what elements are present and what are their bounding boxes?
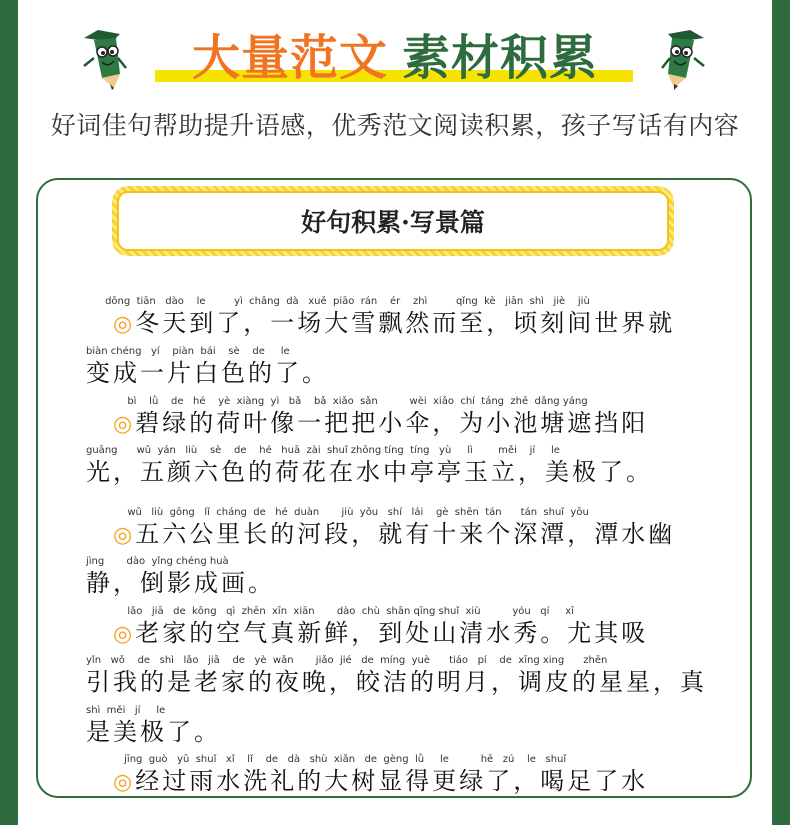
hanzi-row: ◎碧绿的荷叶像一把把小伞，为小池塘遮挡阳 — [113, 409, 649, 437]
title-part2: 素材积累 — [402, 30, 599, 86]
pinyin-row: biàn chéng yí piàn bái sè de le — [86, 346, 290, 357]
hanzi-row: 引我的是老家的夜晚，皎洁的明月，调皮的星星，真 — [86, 668, 707, 696]
pinyin-row: yǐn wǒ de shì lǎo jiā de yè wǎn jiǎo jié de míng yuè tiáo pí de xīng xing zhēn — [86, 655, 608, 666]
pinyin-row: jīng guò yǔ shuǐ xǐ lǐ de dà shù xiǎn de gèng lǜ le hē zú le shuǐ — [86, 754, 567, 765]
section-title: 好句积累·写景篇 — [117, 191, 669, 251]
bullseye-icon: ◎ — [113, 622, 136, 647]
hanzi-row: 是美极了。 — [86, 718, 221, 746]
pinyin-row: wǔ liù gōng lǐ cháng de hé duàn jiù yǒu shí lái gè shēn tán tán shuǐ yōu — [86, 507, 589, 518]
hanzi-row: 变成一片白色的了。 — [86, 359, 329, 387]
pinyin-row: dōng tiān dào le yì chǎng dà xuě piāo rán ér zhì qǐng kè jiān shì jiè jiù — [86, 296, 590, 307]
hanzi-row: ◎老家的空气真新鲜，到处山清水秀。尤其吸 — [113, 619, 649, 647]
pinyin-row: bì lǜ de hé yè xiàng yì bǎ bǎ xiǎo sǎn wèi xiǎo chí táng zhē dǎng yáng — [86, 396, 588, 407]
hanzi-row: ◎经过雨水洗礼的大树显得更绿了，喝足了水 — [113, 767, 649, 795]
hanzi-row: 光，五颜六色的荷花在水中亭亭玉立，美极了。 — [86, 458, 653, 486]
pinyin-row: lǎo jiā de kōng qì zhēn xīn xiān dào chù shān qīng shuǐ xiù yóu qí xī — [86, 606, 574, 617]
bullseye-icon: ◎ — [113, 412, 136, 437]
bullseye-icon: ◎ — [113, 523, 136, 548]
hanzi-row: ◎冬天到了，一场大雪飘然而至，顷刻间世界就 — [113, 309, 676, 337]
pinyin-row: jìng dào yǐng chéng huà — [86, 556, 229, 567]
hanzi-row: 静，倒影成画。 — [86, 569, 275, 597]
bullseye-icon: ◎ — [113, 770, 136, 795]
pinyin-row: guāng wǔ yán liù sè de hé huā zài shuǐ zhōng tíng tíng yù lì měi jí le — [86, 445, 560, 456]
subtitle: 好词佳句帮助提升语感，优秀范文阅读积累，孩子写话有内容 — [50, 111, 740, 140]
title-part1: 大量范文 — [191, 30, 388, 86]
bullseye-icon: ◎ — [113, 312, 136, 337]
hanzi-row: ◎五六公里长的河段，就有十来个深潭，潭水幽 — [113, 520, 676, 548]
pinyin-row: shì měi jí le — [86, 705, 166, 716]
